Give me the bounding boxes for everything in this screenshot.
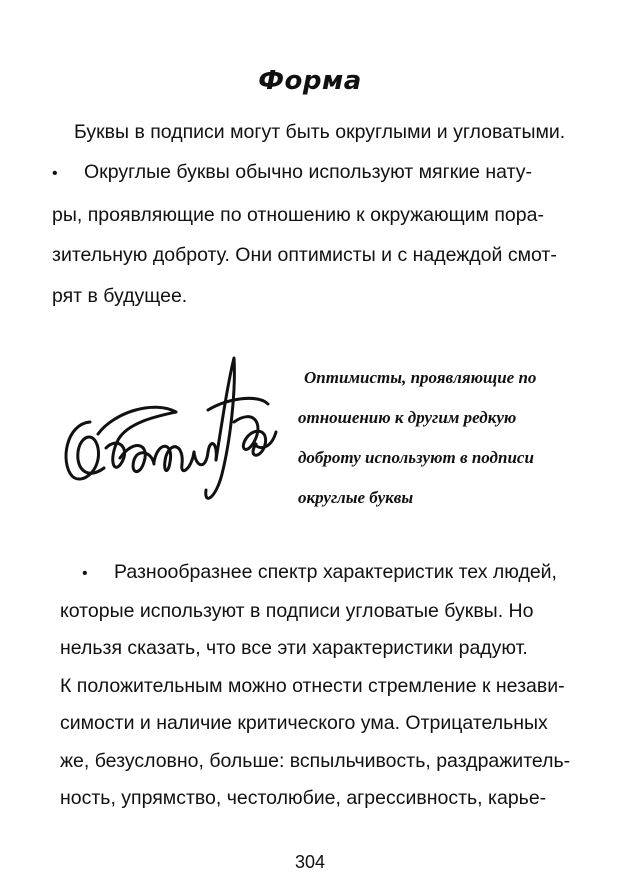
section-heading: Форма (258, 66, 362, 96)
text-line: ры, проявляющие по отношению к окружающим пора- (52, 203, 544, 226)
text-line: К положительным можно отнести стремление к незави- (60, 674, 565, 697)
page-number: 304 (294, 852, 326, 872)
text-line: зительную доброту. Они оптимисты и с надеждой смот- (52, 244, 557, 266)
bullet-paragraph-angular-letters (60, 554, 600, 818)
bullet-paragraph-round-letters (52, 152, 592, 316)
bullet-marker: • (82, 565, 88, 582)
caption-line: отношению к другим редкую (298, 408, 517, 427)
text-line: ность, упрямство, честолюбие, агрессивность, карье- (60, 787, 547, 809)
bullet-first-line (60, 554, 600, 593)
handwritten-signature-icon (58, 352, 278, 512)
text-line: которые используют в подписи угловатые буквы. Но (60, 599, 534, 622)
intro-line: Буквы в подписи могут быть округлыми и угловатыми. (74, 121, 566, 143)
text-line: Округлые буквы обычно используют мягкие нату- (84, 161, 532, 183)
bullet-marker: • (52, 165, 58, 182)
text-line: рят в будущее. (52, 284, 188, 307)
text-line: же, безусловно, больше: вспыльчивость, раздражитель- (60, 749, 571, 772)
signature-caption (298, 358, 598, 518)
caption-line: округлые буквы (298, 488, 414, 507)
text-line: Разнообразнее спектр характеристик тех людей, (114, 561, 557, 583)
caption-line: доброту используют в подписи (298, 448, 534, 467)
text-line: симости и наличие критического ума. Отрицательных (60, 712, 548, 734)
intro-paragraph (74, 112, 594, 153)
text-line: нельзя сказать, что все эти характеристики радуют. (60, 637, 528, 659)
bullet-first-line (52, 152, 592, 195)
caption-line: Оптимисты, проявляющие по (304, 368, 537, 387)
